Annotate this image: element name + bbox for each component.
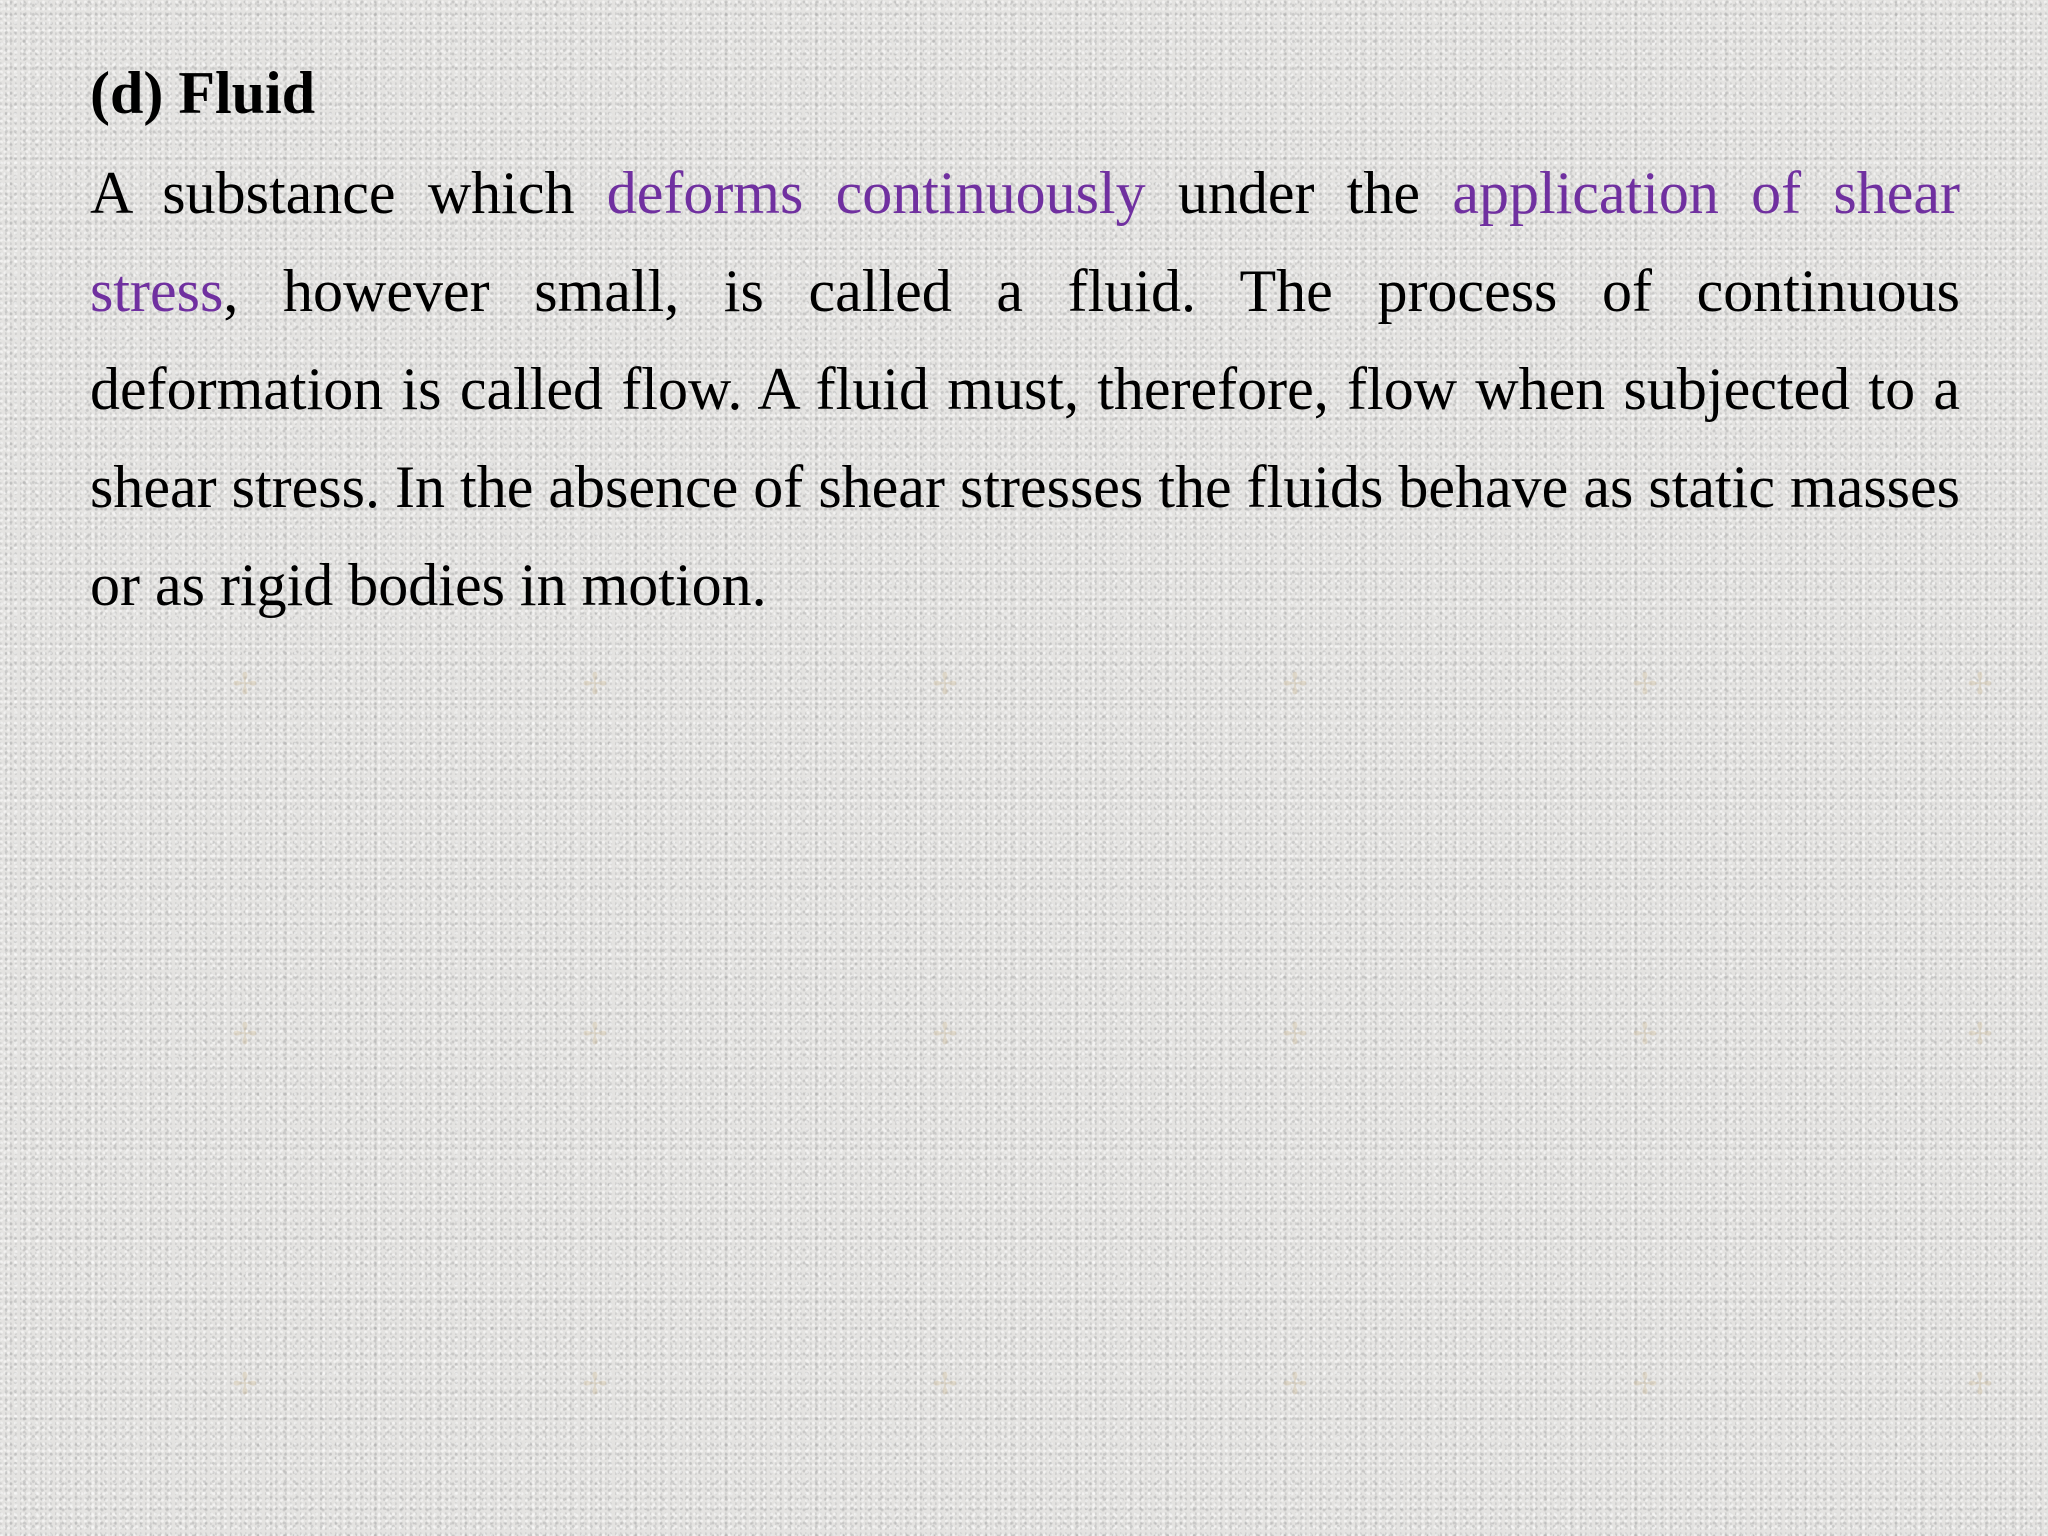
watermark-icon: ✢: [932, 1368, 958, 1401]
highlight-deforms-continuously: deforms continuously: [606, 160, 1146, 226]
section-heading: (d) Fluid: [90, 60, 316, 126]
watermark-icon: ✢: [1967, 1018, 1993, 1051]
watermark-icon: ✢: [582, 1018, 608, 1051]
watermark-icon: ✢: [1282, 1368, 1308, 1401]
watermark-icon: ✢: [1632, 668, 1658, 701]
watermark-icon: ✢: [1632, 1018, 1658, 1051]
watermark-icon: ✢: [932, 1018, 958, 1051]
highlight-shear-stress: application of shear stress: [90, 160, 1960, 324]
slide-content: [90, 52, 1960, 634]
watermark-icon: ✢: [1967, 1368, 1993, 1401]
watermark-icon: ✢: [232, 668, 258, 701]
paragraph-text: A substance which: [90, 160, 607, 226]
paragraph-text: , however small, is called a fluid. The process of continuous deformation is called flow. A fluid must, therefore, flow when subjected to a shear stress. In the absence of shear stresses the fluids behave as static masses or as rigid bodies in motion.: [90, 258, 1960, 618]
watermark-icon: ✢: [932, 668, 958, 701]
watermark-icon: ✢: [582, 1368, 608, 1401]
definition-paragraph: [90, 144, 1960, 634]
paragraph-text: under the: [1145, 160, 1453, 226]
watermark-icon: ✢: [1632, 1368, 1658, 1401]
watermark-icon: ✢: [1282, 1018, 1308, 1051]
watermark-icon: ✢: [582, 668, 608, 701]
watermark-icon: ✢: [1282, 668, 1308, 701]
watermark-icon: ✢: [1967, 668, 1993, 701]
watermark-icon: ✢: [232, 1018, 258, 1051]
watermark-icon: ✢: [232, 1368, 258, 1401]
